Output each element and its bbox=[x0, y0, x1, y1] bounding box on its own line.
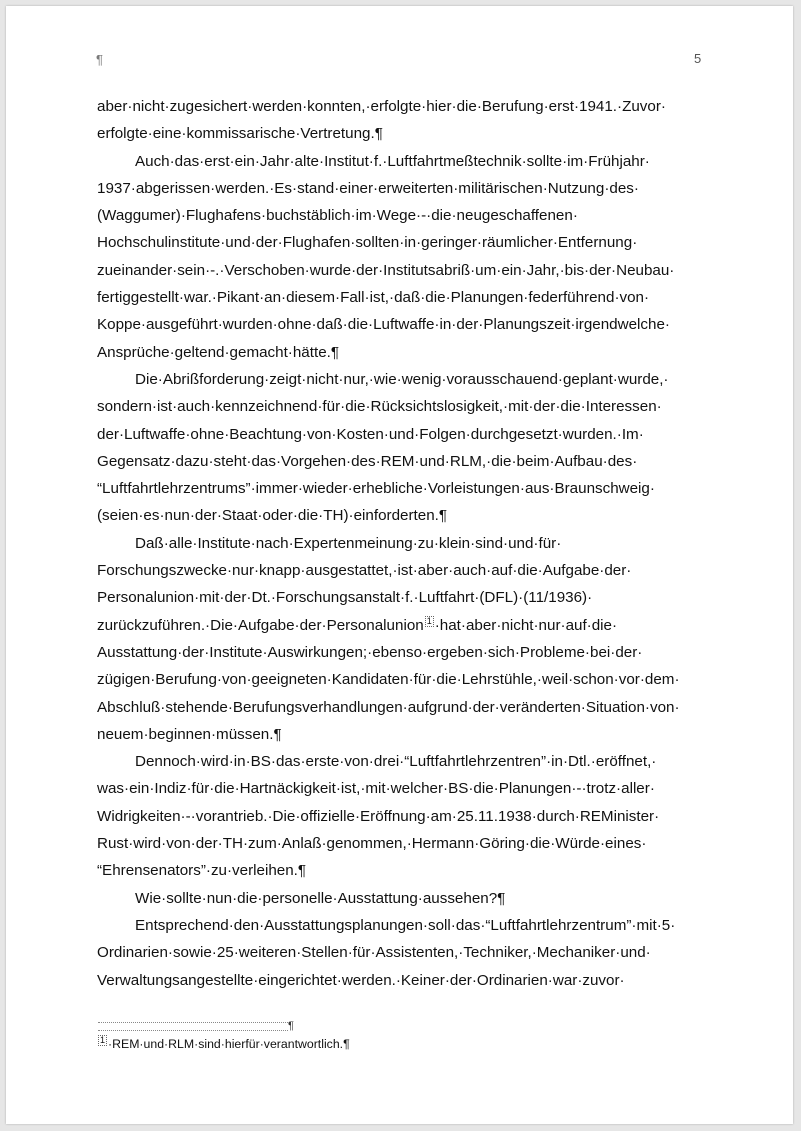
text-line: “Ehrensenators”·zu·verleihen.¶ bbox=[97, 862, 307, 880]
header-paragraph-mark: ¶ bbox=[96, 52, 103, 67]
text-line: 1937·abgerissen·werden.·Es·stand·einer·erweiterten·militärischen·Nutzung·des· bbox=[97, 179, 639, 197]
text-line: fertiggestellt·war.·Pikant·an·diesem·Fall·ist,·daß·die·Planungen·federführend·von· bbox=[97, 289, 650, 307]
footnote[interactable] bbox=[97, 1035, 350, 1051]
document-page bbox=[6, 6, 793, 1124]
text-line: Wie·sollte·nun·die·personelle·Ausstattung·aussehen?¶ bbox=[135, 889, 506, 907]
text-line: Abschluß·stehende·Berufungsverhandlungen·aufgrund·der·veränderten·Situation·von· bbox=[97, 698, 680, 716]
text-line-with-footnote bbox=[97, 612, 709, 639]
text-line: Ausstattung·der·Institute·Auswirkungen;·ebenso·ergeben·sich·Probleme·bei·der· bbox=[97, 643, 643, 661]
text-line: (Waggumer)·Flughafens·buchstäblich·im·Wege·-·die·neugeschaffenen· bbox=[97, 207, 578, 225]
text-line: Gegensatz·dazu·steht·das·Vorgehen·des·REM·und·RLM,·die·beim·Aufbau·des· bbox=[97, 452, 638, 470]
text-line: Die·Abrißforderung·zeigt·nicht·nur,·wie·wenig·vorausschauend·geplant·wurde,· bbox=[135, 370, 669, 388]
text-line: erfolgte·eine·kommissarische·Vertretung.¶ bbox=[97, 125, 383, 143]
footnote-number: 1 bbox=[100, 1035, 106, 1045]
text-line: der·Luftwaffe·ohne·Beachtung·von·Kosten·und·Folgen·durchgesetzt·wurden.·Im· bbox=[97, 425, 644, 443]
text-line: Verwaltungsangestellte·eingerichtet·werden.·Keiner·der·Ordinarien·war·zuvor· bbox=[97, 971, 625, 989]
text-line: neuem·beginnen·müssen.¶ bbox=[97, 725, 282, 743]
text-line: Daß·alle·Institute·nach·Expertenmeinung·zu·klein·sind·und·für· bbox=[135, 534, 562, 552]
text-line: Rust·wird·von·der·TH·zum·Anlaß·genommen,·Hermann·Göring·die·Würde·eines· bbox=[97, 835, 647, 853]
text-line: zügigen·Berufung·von·geeigneten·Kandidaten·für·die·Lehrstühle,·weil·schon·vor·dem· bbox=[97, 671, 680, 689]
text-line: Auch·das·erst·ein·Jahr·alte·Institut·f.·Luftfahrtmeßtechnik·sollte·im·Frühjahr· bbox=[135, 152, 650, 170]
text-line: Hochschulinstitute·und·der·Flughafen·sollten·in·geringer·räumlicher·Entfernung· bbox=[97, 234, 638, 252]
text-line: Koppe·ausgeführt·wurden·ohne·daß·die·Luftwaffe·in·der·Planungszeit·irgendwelche· bbox=[97, 316, 670, 334]
separator-paragraph-mark: ¶ bbox=[288, 1020, 294, 1032]
text-line: “Luftfahrtlehrzentrums”·immer·wieder·erhebliche·Vorleistungen·aus·Braunschweig· bbox=[97, 480, 655, 498]
text-line: Widrigkeiten·-·vorantrieb.·Die·offizielle·Eröffnung·am·25.11.1938·durch·REMinister· bbox=[97, 807, 660, 825]
footnote-reference[interactable]: 1 bbox=[426, 615, 432, 626]
text-line: Personalunion·mit·der·Dt.·Forschungsanstalt·f.·Luftfahrt·(DFL)·(11/1936)· bbox=[97, 589, 593, 607]
text-line: zueinander·sein·-.·Verschoben·wurde·der·Institutsabriß·um·ein·Jahr,·bis·der·Neubau· bbox=[97, 261, 675, 279]
text-segment: ·hat·aber·nicht·nur·auf·die· bbox=[434, 616, 618, 634]
text-line: (seien·es·nun·der·Staat·oder·die·TH)·einforderten.¶ bbox=[97, 507, 448, 525]
text-line: Forschungszwecke·nur·knapp·ausgestattet,·ist·aber·auch·auf·die·Aufgabe·der· bbox=[97, 562, 632, 580]
footnote-text: ·REM·und·RLM·sind·hierfür·verantwortlich.¶ bbox=[108, 1037, 350, 1052]
footnote-separator bbox=[98, 1022, 288, 1031]
text-line: Ansprüche·geltend·gemacht·hätte.¶ bbox=[97, 343, 340, 361]
text-line: Dennoch·wird·in·BS·das·erste·von·drei·“Luftfahrtlehrzentren”·in·Dtl.·eröffnet,· bbox=[135, 753, 657, 771]
page-number: 5 bbox=[694, 51, 702, 66]
text-segment: zurückzuführen.·Die·Aufgabe·der·Personalunion bbox=[97, 616, 424, 634]
text-line: aber·nicht·zugesichert·werden·konnten,·erfolgte·hier·die·Berufung·erst·1941.·Zuvor· bbox=[97, 98, 666, 115]
text-line: Ordinarien·sowie·25·weiteren·Stellen·für·Assistenten,·Techniker,·Mechaniker·und· bbox=[97, 944, 651, 962]
text-line: Entsprechend·den·Ausstattungsplanungen·soll·das·“Luftfahrtlehrzentrum”·mit·5· bbox=[135, 916, 676, 934]
body-text[interactable] bbox=[97, 93, 709, 994]
text-line: was·ein·Indiz·für·die·Hartnäckigkeit·ist,·mit·welcher·BS·die·Planungen·-·trotz·aller· bbox=[97, 780, 655, 798]
text-line: sondern·ist·auch·kennzeichnend·für·die·Rücksichtslosigkeit,·mit·der·die·Interessen· bbox=[97, 398, 662, 416]
